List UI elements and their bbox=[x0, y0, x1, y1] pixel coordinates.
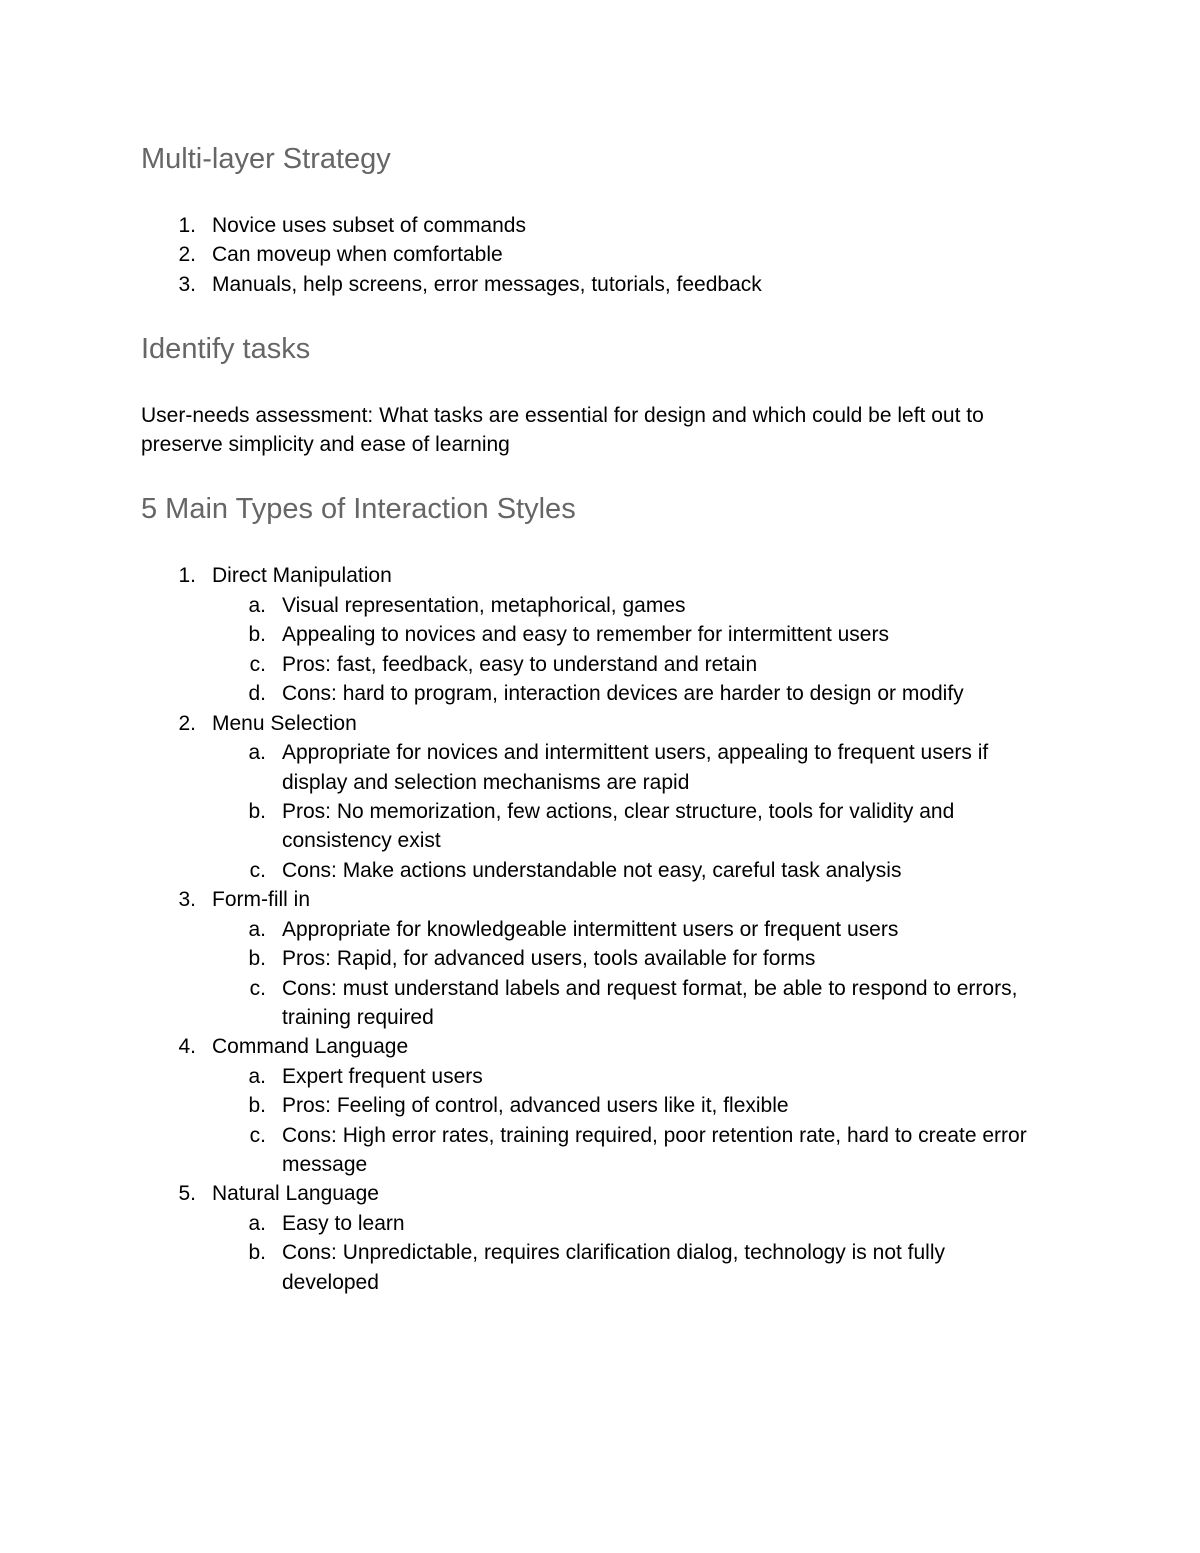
list-marker: 3. bbox=[178, 888, 196, 911]
sublist-item-line: display and selection mechanisms are rapid bbox=[282, 771, 690, 794]
sublist-marker: a. bbox=[248, 1212, 266, 1235]
list-marker: 2. bbox=[178, 712, 196, 735]
sublist-item-line: training required bbox=[282, 1006, 434, 1029]
heading-multi-layer-strategy: Multi-layer Strategy bbox=[141, 143, 391, 175]
sublist-item: Cons: Make actions understandable not easy, careful task analysis bbox=[282, 859, 902, 882]
list-marker: 1. bbox=[178, 214, 196, 237]
sublist-item: Appealing to novices and easy to remember for intermittent users bbox=[282, 623, 889, 646]
sublist-marker: c. bbox=[249, 859, 266, 882]
list-item: Manuals, help screens, error messages, tutorials, feedback bbox=[212, 273, 762, 296]
sublist-item-line: consistency exist bbox=[282, 829, 441, 852]
heading-interaction-styles: 5 Main Types of Interaction Styles bbox=[141, 493, 576, 525]
sublist-marker: c. bbox=[249, 977, 266, 1000]
sublist-item: Pros: Feeling of control, advanced users like it, flexible bbox=[282, 1094, 789, 1117]
sublist-marker: a. bbox=[248, 741, 266, 764]
sublist-item: Pros: fast, feedback, easy to understand and retain bbox=[282, 653, 758, 676]
sublist-item-line: Cons: Unpredictable, requires clarification dialog, technology is not fully bbox=[282, 1241, 946, 1264]
sublist-item: Visual representation, metaphorical, games bbox=[282, 594, 686, 617]
list-marker: 3. bbox=[178, 273, 196, 296]
sublist-item-line: Pros: No memorization, few actions, clear structure, tools for validity and bbox=[282, 800, 955, 823]
list-marker: 2. bbox=[178, 243, 196, 266]
heading-identify-tasks: Identify tasks bbox=[141, 333, 311, 365]
sublist-marker: b. bbox=[248, 1241, 266, 1264]
sublist-item: Expert frequent users bbox=[282, 1065, 483, 1088]
sublist-marker: b. bbox=[248, 1094, 266, 1117]
sublist-marker: b. bbox=[248, 623, 266, 646]
list-item: Can moveup when comfortable bbox=[212, 243, 503, 266]
sublist-item-line: developed bbox=[282, 1271, 379, 1294]
sublist-marker: c. bbox=[249, 1124, 266, 1147]
paragraph-user-needs: User-needs assessment: What tasks are essential for design and which could be left out to preserve simplicity and ease of learning bbox=[141, 404, 984, 457]
list-item: Direct Manipulation bbox=[212, 564, 392, 587]
sublist-marker: b. bbox=[248, 947, 266, 970]
list-item: Command Language bbox=[212, 1035, 409, 1058]
sublist-marker: b. bbox=[248, 800, 266, 823]
list-item: Form-fill in bbox=[212, 888, 310, 911]
list-marker: 4. bbox=[178, 1035, 196, 1058]
sublist-item-line: Cons: must understand labels and request format, be able to respond to errors, bbox=[282, 977, 1018, 1000]
sublist-item: Easy to learn bbox=[282, 1212, 405, 1235]
sublist-item: Pros: Rapid, for advanced users, tools available for forms bbox=[282, 947, 816, 970]
list-item: Natural Language bbox=[212, 1182, 379, 1205]
list-item: Novice uses subset of commands bbox=[212, 214, 526, 237]
sublist-item-line: Appropriate for novices and intermittent users, appealing to frequent users if bbox=[282, 741, 989, 764]
sublist-marker: d. bbox=[248, 682, 266, 705]
sublist-marker: a. bbox=[248, 918, 266, 941]
sublist-item-line: Cons: High error rates, training required, poor retention rate, hard to create error bbox=[282, 1124, 1027, 1147]
sublist-marker: a. bbox=[248, 594, 266, 617]
sublist-marker: a. bbox=[248, 1065, 266, 1088]
sublist-item: Appropriate for knowledgeable intermittent users or frequent users bbox=[282, 918, 899, 941]
list-marker: 5. bbox=[178, 1182, 196, 1205]
list-item: Menu Selection bbox=[212, 712, 357, 735]
sublist-item-line: message bbox=[282, 1153, 368, 1176]
list-marker: 1. bbox=[178, 564, 196, 587]
sublist-marker: c. bbox=[249, 653, 266, 676]
sublist-item: Cons: hard to program, interaction devices are harder to design or modify bbox=[282, 682, 964, 705]
